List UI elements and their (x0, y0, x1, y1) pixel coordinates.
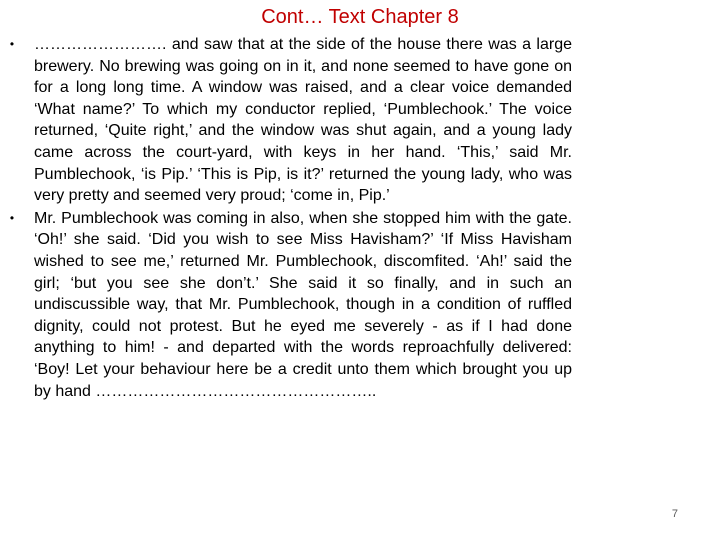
bullet-item (6, 34, 572, 207)
page-number: 7 (671, 508, 678, 520)
bullet-text: Mr. Pumblechook was coming in also, when she stopped him with the gate. ‘Oh!’ she said. ‘Did you wish to see Miss Havisham?’ ‘If Miss Havisham wished to see me,’ returned Mr. Pumblechook, discomfited. ‘Ah!’ said the girl; ‘but you see she don’t.’ She said it so finally, and in such an undiscussible way, that Mr. Pumblechook, though in a condition of ruffled dignity, could not protest. But he eyed me severely - as if I had done anything to him! - and departed with the words reproachfully delivered: ‘Boy! Let your behaviour here be a credit unto them which brought you up by hand …………………………………………….. (34, 209, 572, 400)
bullet-list (6, 34, 572, 403)
bullet-marker: • (9, 210, 15, 225)
bullet-marker: • (9, 37, 15, 51)
slide-title: Cont… Text Chapter 8 (261, 6, 459, 28)
bullet-item (6, 208, 572, 402)
bullet-text: ……………………. and saw that at the side of the house there was a large brewery. No brewing was going on in it, and none seemed to have gone on for a long long time. A window was raised, and a clear voice demanded ‘What name?’ To which my conductor replied, ‘Pumblechook.’ The voice returned, ‘Quite right,’ and the window was shut again, and a young lady came across the court-yard, with keys in her hand. ‘This,’ said Mr. Pumblechook, ‘is Pip.’ ‘This is Pip, is it?’ returned the young lady, who was very pretty and seemed very proud; ‘come in, Pip.’ (34, 36, 572, 205)
